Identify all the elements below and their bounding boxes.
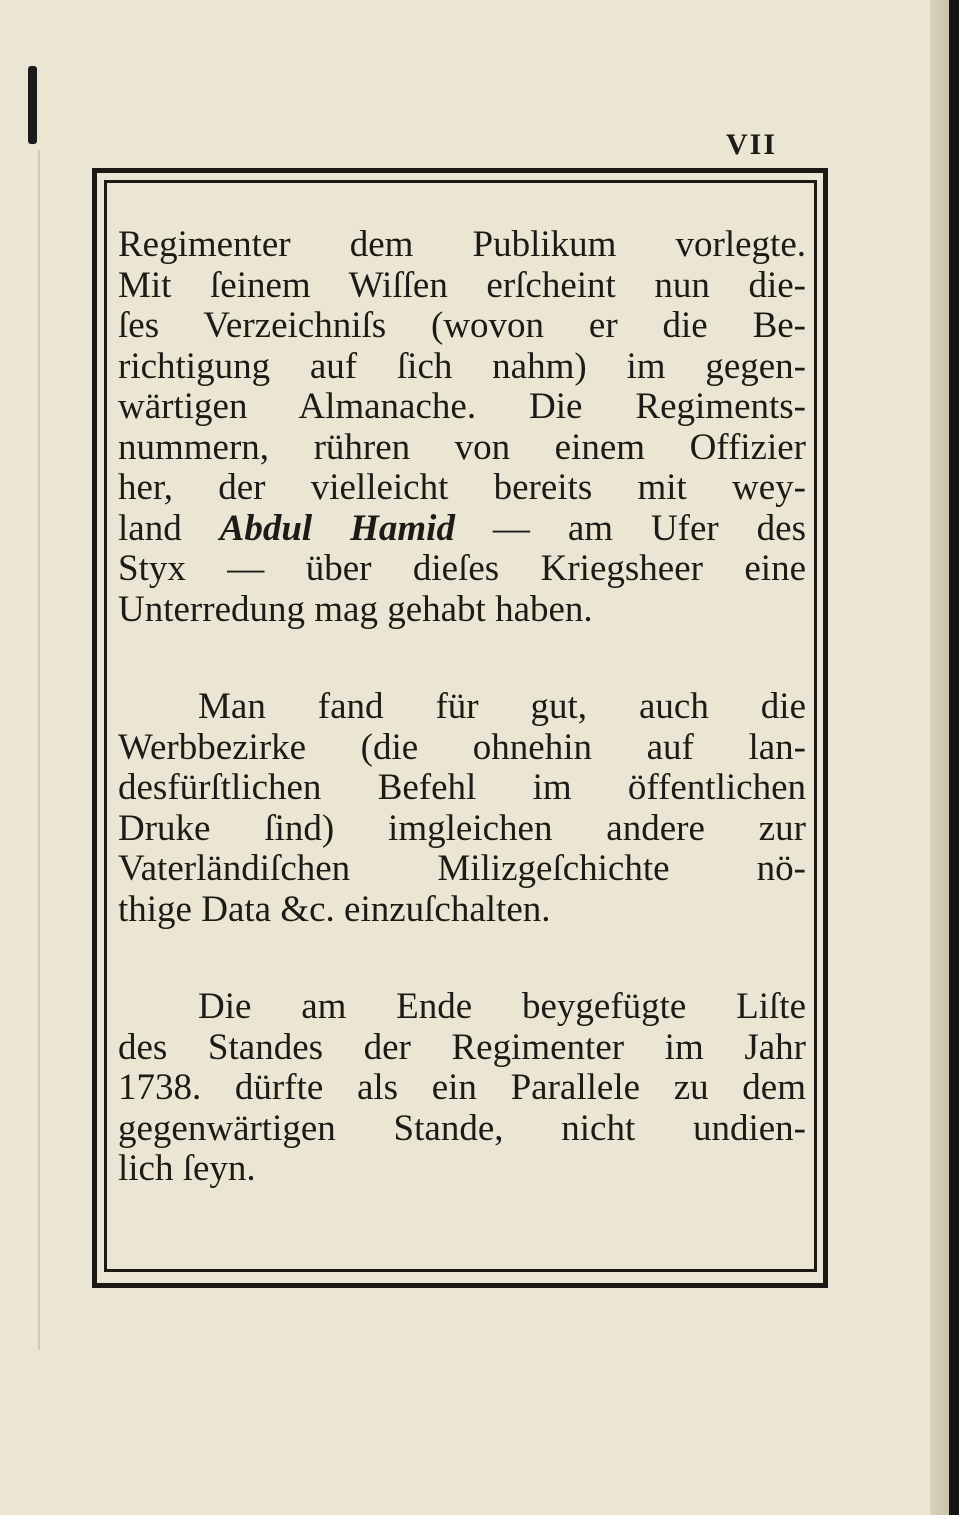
text-line: gegenwärtigen Stande, nicht undien- — [118, 1107, 806, 1149]
text-line: richtigung auf ſich nahm) im gegen- — [118, 345, 806, 387]
text-line: Druke ſind) imgleichen andere zur — [118, 807, 806, 849]
text-line: nummern, rühren von einem Offizier — [118, 426, 806, 468]
text-line: her, der vielleicht bereits mit wey- — [118, 467, 806, 508]
text-line: 1738. dürfte als ein Parallele zu dem — [118, 1067, 806, 1108]
text-line: Unterredung mag gehabt haben. — [118, 588, 593, 630]
text-line: ſes Verzeichniſs (wovon er die Be- — [118, 305, 806, 346]
text-line: des Standes der Regimenter im Jahr — [118, 1026, 806, 1068]
text-line: Werbbezirke (die ohnehin auf lan- — [118, 726, 806, 768]
text-line: Mit ſeinem Wiſſen erſcheint nun die- — [118, 264, 806, 306]
text-line: wärtigen Almanache. Die Regiments- — [118, 386, 806, 427]
text-line: Styx — über dieſes Kriegsheer eine — [118, 548, 806, 589]
text-line: lich ſeyn. — [118, 1148, 256, 1189]
gutter-shadow — [38, 150, 40, 1350]
text-line: Man fand für gut, auch die — [198, 686, 806, 727]
text-line: Regimenter dem Publikum vorlegte. — [118, 224, 806, 265]
binding-mark — [28, 66, 37, 144]
text-line: Die am Ende beygefügte Liſte — [198, 986, 806, 1027]
text-line: desfürſtlichen Befehl im öffentlichen — [118, 767, 806, 808]
text-line: Vaterländiſchen Milizgeſchichte nö- — [118, 848, 806, 889]
page-number: VII — [726, 128, 778, 161]
emphasized-name: Abdul Hamid — [219, 507, 455, 549]
page-edge — [930, 0, 949, 1515]
body-text — [118, 225, 806, 1190]
text-line: land Abdul Hamid — am Ufer des — [118, 507, 806, 549]
text-line: thige Data &c. einzuſchalten. — [118, 888, 551, 930]
